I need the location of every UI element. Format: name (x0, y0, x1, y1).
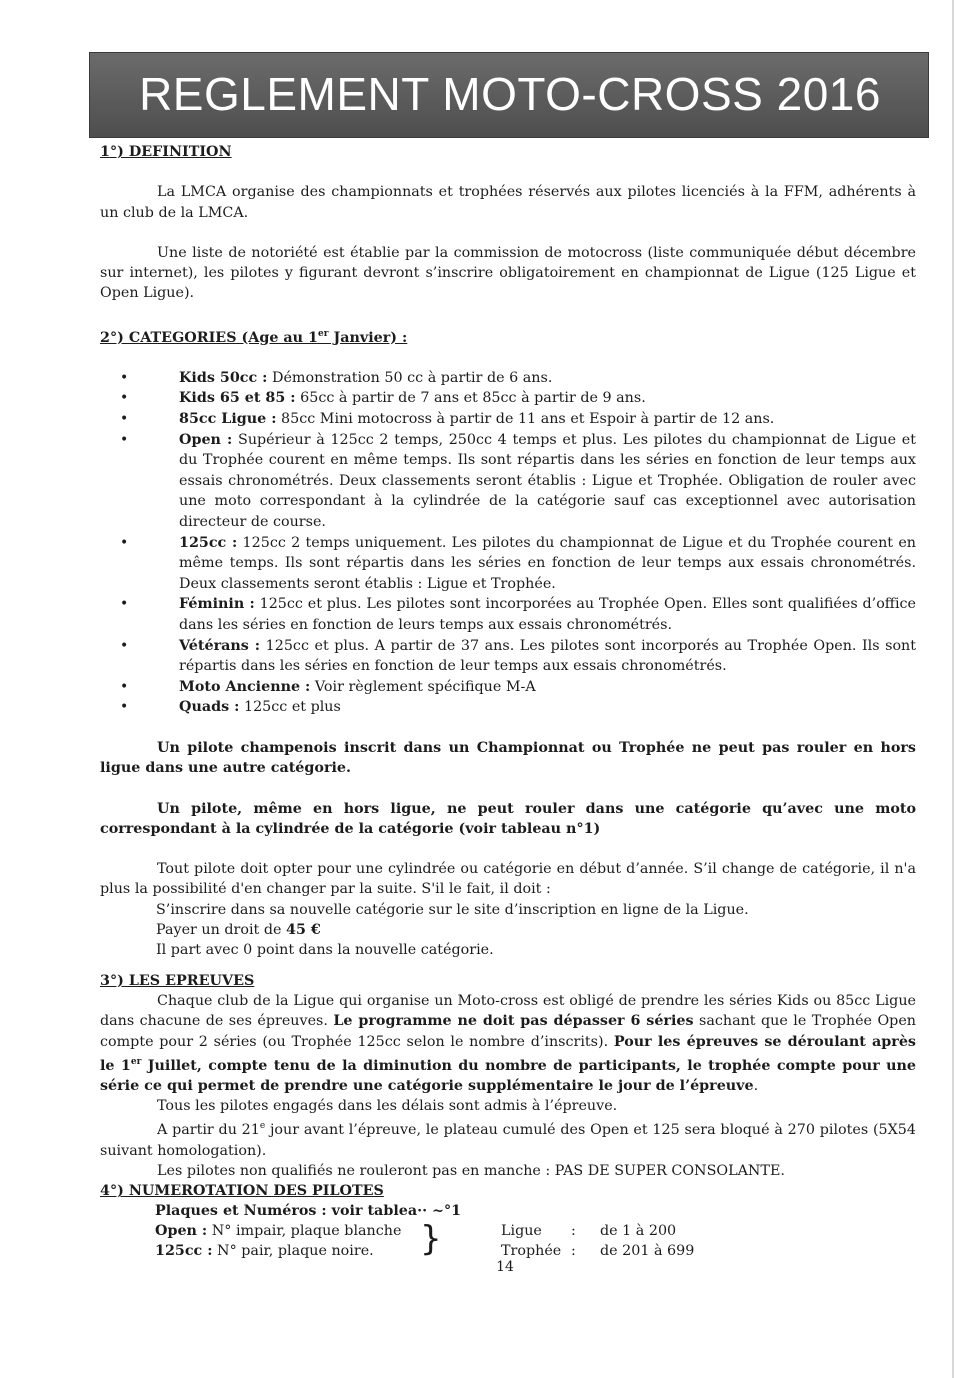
requirement-line: S’inscrire dans sa nouvelle catégorie sur le site d’inscription en ligne de la Ligue. (156, 901, 749, 918)
list-item: • Féminin : 125cc et plus. Les pilotes sont incorporées au Trophée Open. Elles sont qualifiées d’office dans les séries en fonction de leurs temps aux essais chronométrés. (120, 596, 917, 633)
colon: : (571, 1243, 576, 1260)
bullet-icon: • (120, 369, 129, 386)
paragraph: Une liste de notoriété est établie par la commission de motocross (liste communiquée début décembre sur internet), les pilotes y figurant devront s’inscrire obligatoirement en championnat de Ligue (125 Ligue et Open Ligue). (100, 244, 916, 302)
bullet-icon: • (120, 411, 129, 428)
paragraph: Les pilotes non qualifiés ne rouleront pas en manche : PAS DE SUPER CONSOLANTE. (157, 1162, 785, 1179)
requirement-line: Il part avec 0 point dans la nouvelle catégorie. (156, 942, 494, 959)
bullet-icon: • (120, 699, 129, 716)
colon: : (571, 1223, 576, 1240)
brace-icon: } (420, 1219, 442, 1260)
bullet-icon: • (120, 534, 129, 551)
list-item: • Moto Ancienne : Voir règlement spécifique M-A (100, 677, 916, 698)
page-number: 14 (496, 1259, 514, 1275)
list-item: • Vétérans : 125cc et plus. A partir de 37 ans. Les pilotes sont incorporés au Trophée Open. Ils sont répartis dans les séries en fonction de leur temps aux essais chronométrés. (120, 637, 917, 675)
c125-plate-rule: 125cc : N° pair, plaque noire. (155, 1243, 374, 1260)
paragraph: La LMCA organise des championnats et trophées réservés aux pilotes licenciés à la FFM, adhérents à un club de la LMCA. (100, 184, 916, 221)
title-banner (89, 52, 929, 138)
list-item: • Open : Supérieur à 125cc 2 temps, 250cc 4 temps et plus. Les pilotes du championnat de Ligue et du Trophée courent en même temps. Ils sont répartis dans les séries en fonction de leur temps aux essais chronométrés. Deux classements seront établis : Ligue et Trophée. Obligation de rouler avec une moto correspondant à la cylindrée de la catégorie sauf cas exceptionnel avec autorisation directeur de course. (120, 431, 916, 530)
section-heading-numerotation: 4°) NUMEROTATION DES PILOTES (100, 1183, 384, 1200)
section-heading-categories: 2°) CATEGORIES (Age au 1er Janvier) : (100, 328, 408, 346)
document-title: REGLEMENT MOTO-CROSS 2016 (139, 68, 881, 120)
section-heading-epreuves: 3°) LES EPREUVES (100, 972, 255, 989)
list-item: • 125cc : 125cc 2 temps uniquement. Les pilotes du championnat de Ligue et du Trophée courent en même temps. Ils sont répartis dans les séries en fonction de leur temps aux essais chronométrés. Deux classements seront établis : Ligue et Trophée. (120, 534, 916, 592)
document-body (100, 142, 916, 1261)
ligue-range: de 1 à 200 (600, 1223, 677, 1240)
trophee-label: Trophée (501, 1243, 562, 1260)
trophee-range: de 201 à 699 (600, 1243, 695, 1260)
list-item: • Quads : 125cc et plus (100, 697, 916, 718)
section-heading-definition: 1°) DEFINITION (100, 144, 232, 160)
plate-numbering-block (100, 1201, 916, 1261)
paragraph: Tous les pilotes engagés dans les délais sont admis à l’épreuve. (157, 1098, 618, 1115)
rule-statement: Un pilote, même en hors ligue, ne peut rouler dans une catégorie qu’avec une moto correspondant à la cylindrée de la catégorie (voir tableau n°1) (100, 800, 916, 837)
category-list (100, 368, 916, 718)
bullet-icon: • (120, 678, 129, 695)
list-item: • Kids 50cc : Démonstration 50 cc à partir de 6 ans. (100, 368, 916, 389)
open-plate-rule: Open : N° impair, plaque blanche (155, 1223, 402, 1240)
plaques-title: Plaques et Numéros : voir tablea·· ~°1 (155, 1203, 462, 1220)
ligue-label: Ligue (501, 1223, 542, 1240)
bullet-icon: • (120, 390, 129, 407)
bullet-icon: • (120, 431, 129, 448)
requirement-line: Payer un droit de 45 € (156, 922, 321, 939)
bullet-icon: • (120, 637, 129, 654)
paragraph: A partir du 21e jour avant l’épreuve, le plateau cumulé des Open et 125 sera bloqué à 270 pilotes (5X54 suivant homologation). (100, 1121, 916, 1159)
paragraph: Tout pilote doit opter pour une cylindrée ou catégorie en début d’année. S’il change de catégorie, il n'a plus la possibilité d'en changer par la suite. S'il le fait, il doit : (100, 861, 916, 898)
list-item: • Kids 65 et 85 : 65cc à partir de 7 ans et 85cc à partir de 9 ans. (100, 388, 916, 409)
paragraph: Chaque club de la Ligue qui organise un Moto-cross est obligé de prendre les séries Kids ou 85cc Ligue dans chacune de ses épreuves. Le programme ne doit pas dépasser 6 séries sachant que le Trophée Open compte pour 2 séries (ou Trophée 125cc selon le nombre d’inscrits). Pour les épreuves se déroulant après le 1er Juillet, compte tenu de la diminution du nombre de participants, le trophée compte pour une série ce qui permet de prendre une catégorie supplémentaire le jour de l’épreuve. (100, 992, 917, 1094)
list-item: • 85cc Ligue : 85cc Mini motocross à partir de 11 ans et Espoir à partir de 12 ans. (100, 409, 916, 430)
bullet-icon: • (120, 596, 129, 613)
rule-statement: Un pilote champenois inscrit dans un Championnat ou Trophée ne peut pas rouler en hors ligue dans une autre catégorie. (100, 739, 916, 777)
